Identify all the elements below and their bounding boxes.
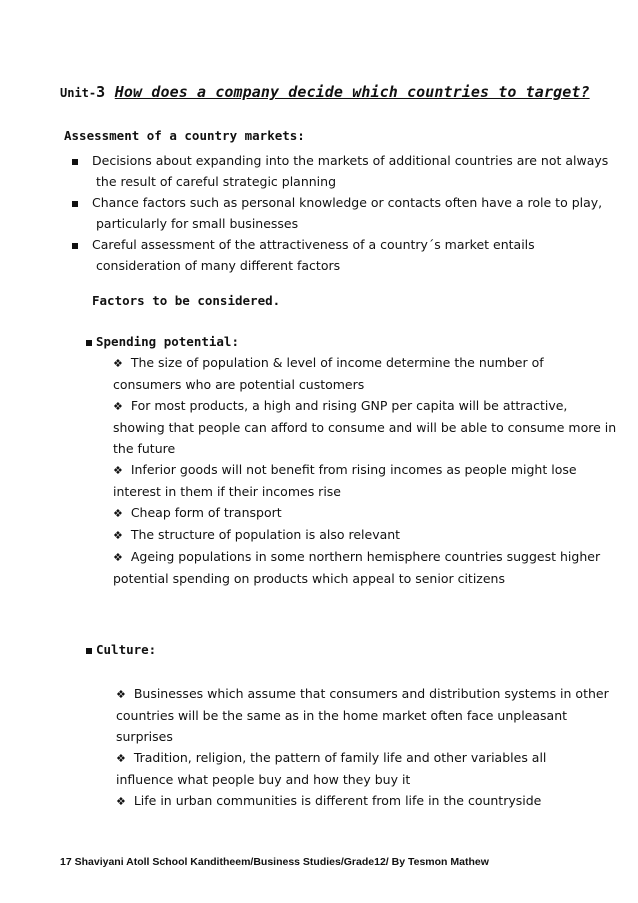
- list-item: ❖ The size of population & level of income determine the number of: [113, 355, 544, 370]
- culture-heading-label: Culture:: [96, 642, 157, 657]
- bullet-line: particularly for small businesses: [96, 216, 299, 231]
- list-item: ❖ Businesses which assume that consumers and distribution systems in other: [116, 686, 609, 701]
- diamond-bullet-icon: ❖: [116, 752, 126, 765]
- list-item-continuation: surprises: [116, 729, 173, 744]
- list-item-continuation: influence what people buy and how they buy it: [116, 772, 411, 787]
- diamond-bullet-icon: ❖: [113, 507, 123, 520]
- list-item: ❖ Tradition, religion, the pattern of family life and other variables all: [116, 750, 547, 765]
- assessment-heading: Assessment of a country markets:: [64, 128, 305, 143]
- square-bullet-icon: [72, 159, 78, 165]
- list-item-continuation: the future: [113, 441, 176, 456]
- list-item-continuation: showing that people can afford to consume and will be able to consume more in: [113, 420, 617, 435]
- unit-prefix: Unit-: [60, 86, 97, 100]
- culture-heading: [86, 642, 156, 657]
- diamond-bullet-icon: ❖: [113, 551, 123, 564]
- assessment-bullet-2: [72, 192, 602, 234]
- diamond-bullet-icon: ❖: [116, 688, 126, 701]
- list-item-continuation: potential spending on products which appeal to senior citizens: [113, 571, 505, 586]
- list-item: ❖ The structure of population is also relevant: [113, 527, 401, 542]
- square-bullet-icon: [86, 648, 92, 654]
- diamond-bullet-icon: ❖: [113, 357, 123, 370]
- bullet-line: Careful assessment of the attractiveness of a country´s market entails: [92, 237, 535, 252]
- assessment-bullet-3: [72, 234, 535, 276]
- list-item: ❖ For most products, a high and rising GNP per capita will be attractive,: [113, 398, 568, 413]
- bullet-line: the result of careful strategic planning: [96, 174, 337, 189]
- square-bullet-icon: [72, 201, 78, 207]
- list-item: ❖ Inferior goods will not benefit from rising incomes as people might lose: [113, 462, 577, 477]
- diamond-bullet-icon: ❖: [113, 400, 123, 413]
- unit-heading: How does a company decide which countries to target?: [114, 83, 590, 101]
- spending-heading-label: Spending potential:: [96, 334, 239, 349]
- square-bullet-icon: [86, 340, 92, 346]
- bullet-line: Chance factors such as personal knowledge or contacts often have a role to play,: [92, 195, 603, 210]
- list-item-continuation: consumers who are potential customers: [113, 377, 365, 392]
- list-item-continuation: countries will be the same as in the home market often face unpleasant: [116, 708, 568, 723]
- spending-list: [113, 352, 616, 589]
- culture-list: [116, 683, 609, 812]
- list-item: ❖ Life in urban communities is different from life in the countryside: [116, 793, 542, 808]
- diamond-bullet-icon: ❖: [113, 529, 123, 542]
- diamond-bullet-icon: ❖: [113, 464, 123, 477]
- list-item: ❖ Cheap form of transport: [113, 505, 282, 520]
- diamond-bullet-icon: ❖: [116, 795, 126, 808]
- bullet-line: Decisions about expanding into the markets of additional countries are not always: [92, 153, 609, 168]
- page-title: [60, 82, 590, 101]
- spending-heading: [86, 334, 239, 349]
- list-item: ❖ Ageing populations in some northern hemisphere countries suggest higher: [113, 549, 601, 564]
- bullet-line: consideration of many different factors: [96, 258, 341, 273]
- list-item-continuation: interest in them if their incomes rise: [113, 484, 341, 499]
- factors-heading: Factors to be considered.: [92, 293, 281, 308]
- assessment-bullet-1: [72, 150, 608, 192]
- unit-number: 3: [96, 83, 106, 101]
- square-bullet-icon: [72, 243, 78, 249]
- page-footer: 17 Shaviyani Atoll School Kanditheem/Business Studies/Grade12/ By Tesmon Mathew: [60, 856, 489, 868]
